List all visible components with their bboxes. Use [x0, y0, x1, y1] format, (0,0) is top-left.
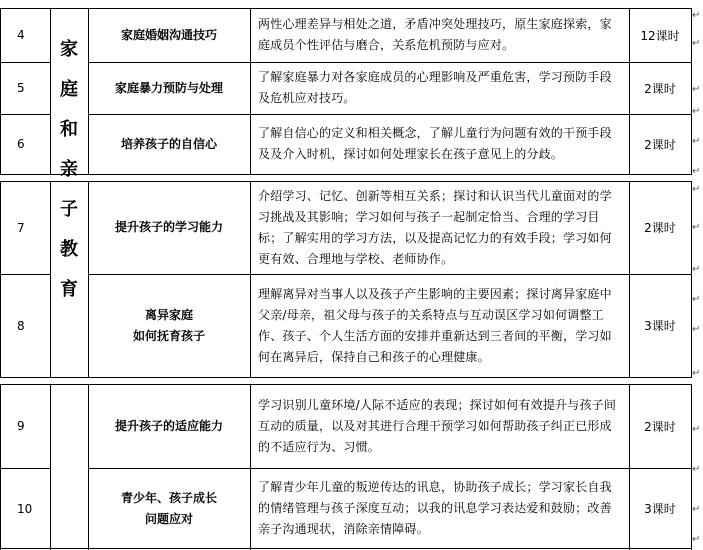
- course-name: 青少年、孩子成长 问题应对: [120, 490, 217, 526]
- course-hours: 3课时: [644, 319, 676, 333]
- paragraph-mark-icon: ↵: [692, 184, 701, 195]
- row-number: 5: [17, 81, 25, 95]
- row-number: 10: [17, 501, 33, 516]
- course-hours: 2课时: [644, 81, 676, 96]
- course-name: 家庭婚姻沟通技巧: [120, 27, 217, 42]
- paragraph-mark-icon: ↵: [692, 464, 701, 475]
- paragraph-mark-icon: ↵: [692, 424, 701, 435]
- course-description: 学习识别儿童环境/人际不适应的表现；探讨如何有效提升与孩子间互动的质量，以及对其进行合理干预学习如何帮助孩子纠正已形成的不适应行为、习惯。: [258, 397, 617, 454]
- category-char: 亲: [60, 159, 78, 180]
- paragraph-mark-icon: ↵: [692, 38, 701, 49]
- course-hours: 2课时: [644, 419, 676, 434]
- grid-line-vertical: [691, 181, 692, 378]
- course-description: 了解青少年儿童的叛逆传达的讯息，协助孩子成长；学习家长自我的情绪管理与孩子深度互动；以我的讯息学习表达爱和鼓励；改善亲子沟通现状，消除亲情障碍。: [258, 480, 612, 536]
- paragraph-mark-icon: ↵: [692, 136, 701, 147]
- grid-line-vertical: [50, 384, 51, 550]
- paragraph-mark-icon: ↵: [692, 10, 701, 21]
- paragraph-mark-icon: ↵: [692, 84, 701, 95]
- course-hours: 2课时: [644, 221, 676, 235]
- grid-line-horizontal: [0, 174, 692, 175]
- category-char: 子: [60, 199, 78, 220]
- course-description: 了解家庭暴力对各家庭成员的心理影响及严重危害，学习预防手段及危机应对技巧。: [258, 70, 612, 105]
- course-name: 培养孩子的自信心: [120, 136, 217, 151]
- paragraph-mark-icon: ↵: [692, 368, 701, 379]
- paragraph-mark-icon: ↵: [692, 504, 701, 515]
- course-hours: 12课时: [640, 28, 680, 43]
- row-number: 9: [17, 419, 25, 433]
- paragraph-mark-icon: ↵: [692, 294, 701, 305]
- paragraph-mark-icon: ↵: [692, 166, 701, 177]
- paragraph-mark-icon: ↵: [692, 222, 701, 233]
- category-cell: [50, 30, 88, 310]
- row-number: 7: [17, 220, 25, 235]
- course-hours: 2课时: [644, 137, 676, 152]
- course-description: 介绍学习、记忆、创新等相互关系；探讨和认识当代儿童面对的学习挑战及其影响；学习如何与孩子一起制定恰当、合理的学习目标；了解实用的学习方法，以及提高记忆力的有效手段；学习如何更有效、合理地与学校、老师协作。: [258, 188, 612, 266]
- course-description: 理解离异对当事人以及孩子产生影响的主要因素；探讨离异家庭中父亲/母亲，祖父母与孩子的关系特点与互动误区学习如何调整工作、孩子、个人生活方面的安排并重新达到三者间的平衡，学习如何在离异后，保持自己和孩子的心理健康。: [258, 286, 612, 364]
- category-char: 教: [60, 239, 78, 260]
- category-char: 和: [60, 119, 78, 140]
- paragraph-mark-icon: ↵: [692, 324, 701, 335]
- course-name: 提升孩子的适应能力: [114, 418, 223, 433]
- course-description: 两性心理差异与相处之道，矛盾冲突处理技巧，原生家庭探索，家庭成员个性评估与磨合，关系危机预防与应对。: [258, 17, 612, 52]
- course-name: 家庭暴力预防与处理: [114, 80, 223, 95]
- paragraph-mark-icon: ↵: [692, 264, 701, 275]
- category-char: 家: [60, 39, 78, 60]
- row-number: 4: [17, 28, 25, 42]
- category-char: 育: [60, 279, 78, 300]
- paragraph-mark-icon: ↵: [692, 106, 701, 117]
- paragraph-mark-icon: ↵: [692, 534, 701, 545]
- course-name: 离异家庭 如何抚育孩子: [132, 307, 205, 343]
- course-name: 提升孩子的学习能力: [114, 220, 223, 234]
- course-description: 了解自信心的定义和相关概念，了解儿童行为问题有效的干预手段及及介入时机，探讨如何处理家长在孩子意见上的分歧。: [258, 126, 612, 161]
- row-number: 8: [17, 318, 25, 333]
- grid-line-horizontal: [0, 377, 692, 378]
- category-char: 庭: [60, 79, 78, 100]
- row-number: 6: [17, 137, 25, 151]
- course-hours: 3课时: [644, 502, 676, 516]
